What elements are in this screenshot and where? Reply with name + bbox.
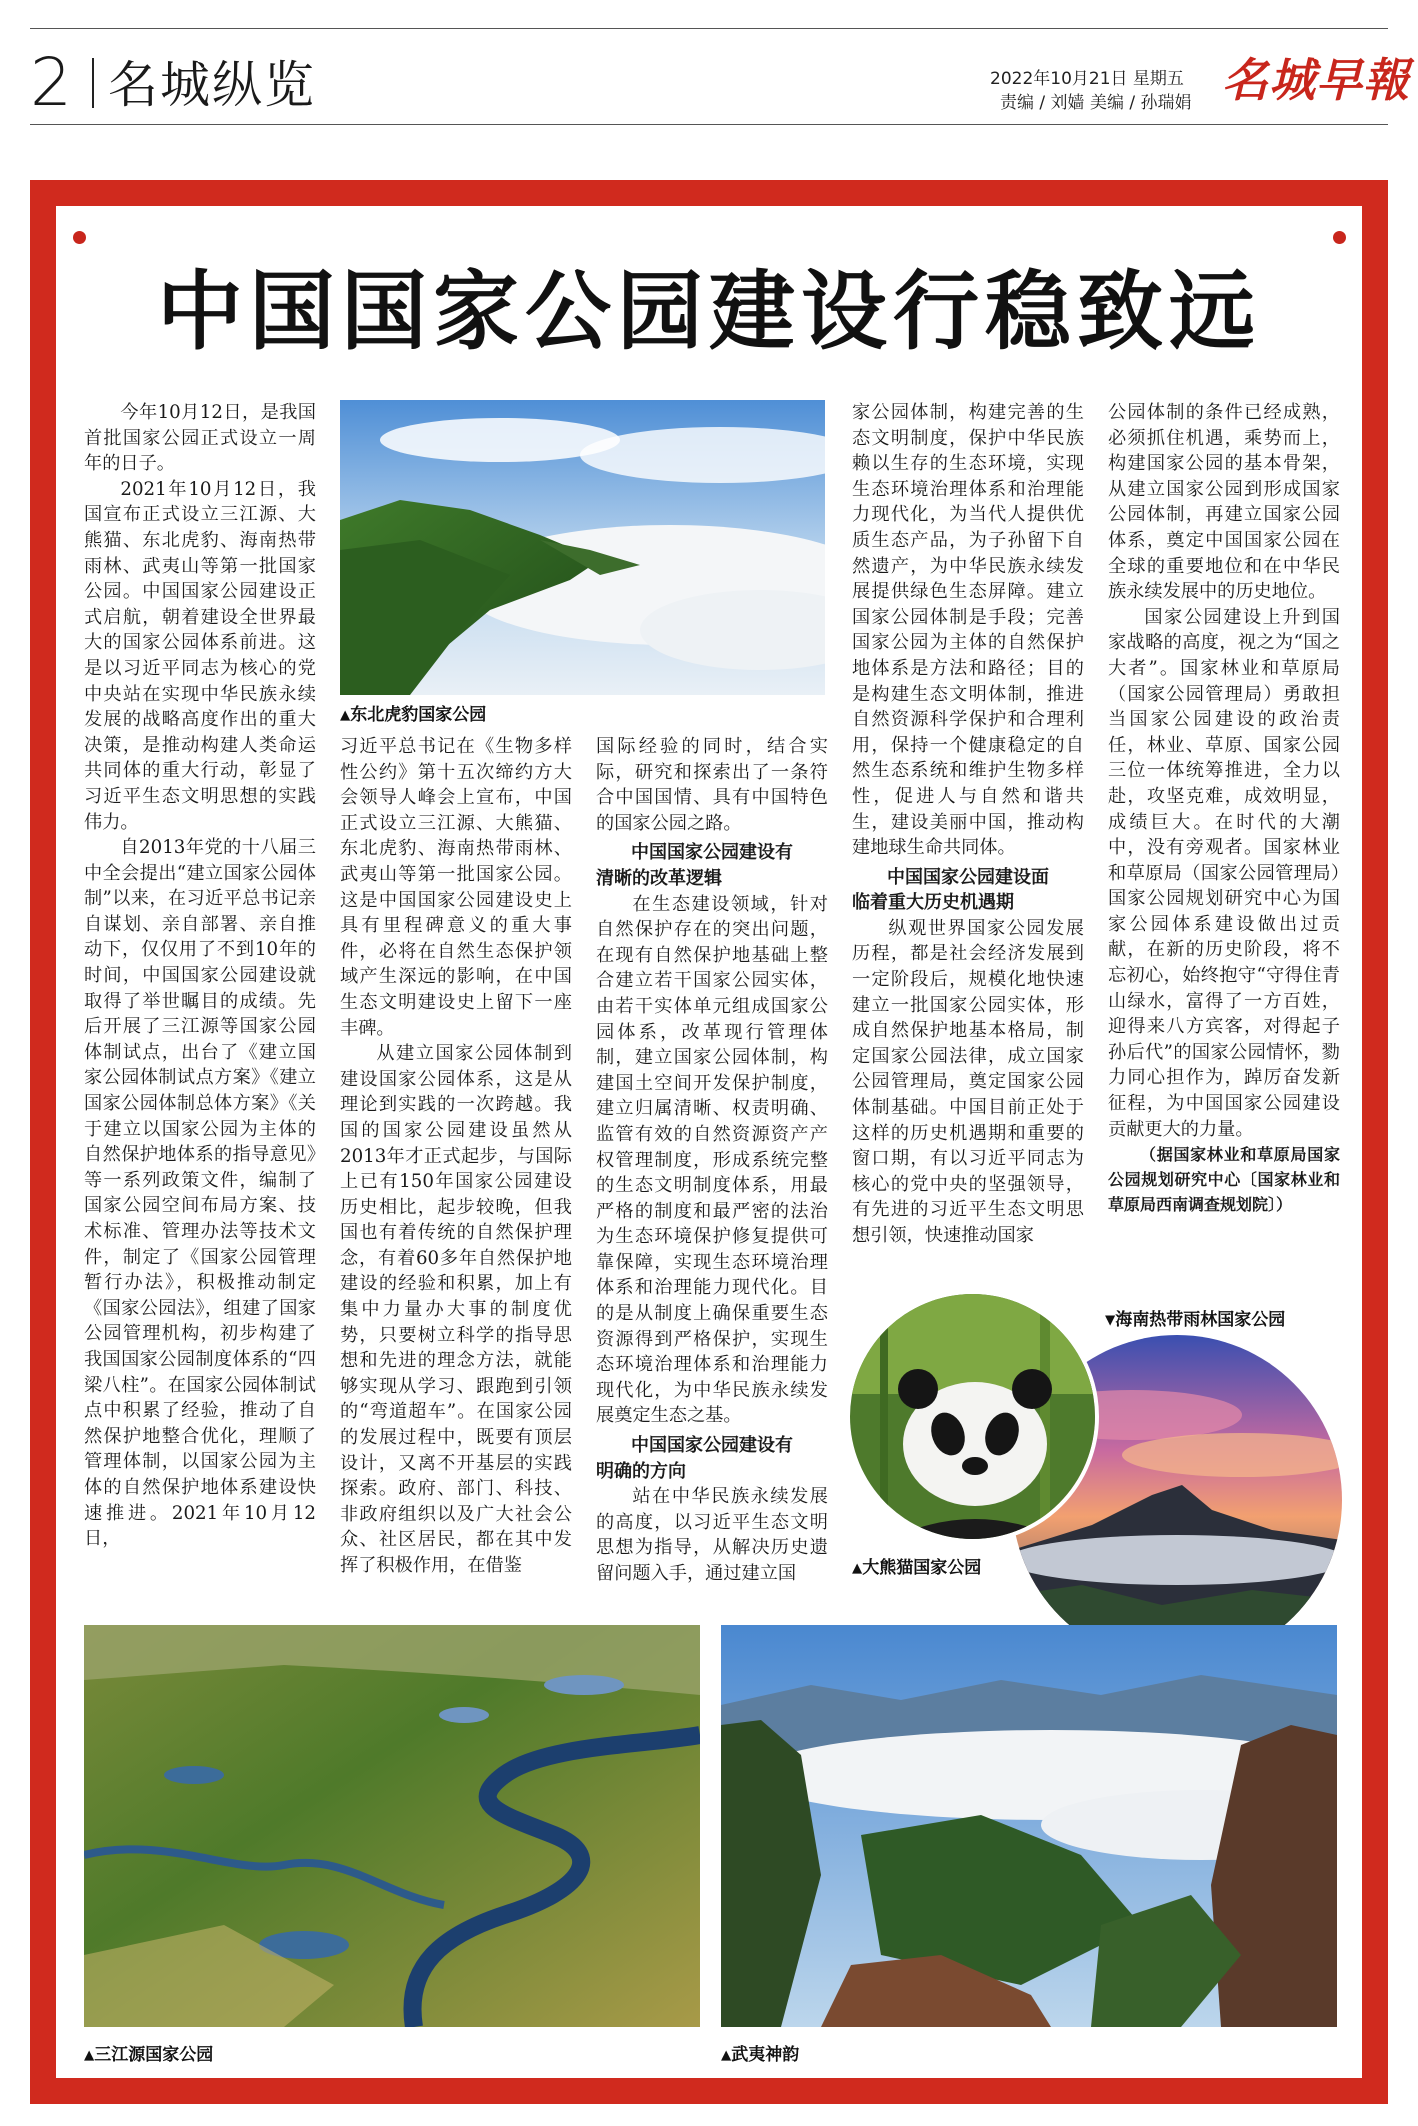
article-column-5 (1108, 400, 1340, 1217)
paragraph: 国家公园建设上升到国家战略的高度，视之为“国之大者”。国家林业和草原局（国家公园管理局）勇敢担当国家公园建设的政治责任，林业、草原、国家公园三位一体统筹推进，全力以赴，攻坚克难，成效明显，成绩巨大。在时代的大潮中，没有旁观者。国家林业和草原局（国家公园管理局）国家公园规划研究中心为国家公园体系建设做出过贡献，在新的历史阶段，将不忘初心，始终抱守“守得住青山绿水，富得了一方百姓，迎得来八方宾客，对得起子孙后代”的国家公园情怀，勠力同心担作为，踔厉奋发新征程，为中国国家公园建设贡献更大的力量。 (1108, 606, 1340, 1140)
caption-wuyi: ▲武夷神韵 (721, 2045, 800, 2065)
paragraph: 国际经验的同时，结合实际，研究和探索出了一条符合中国国情、具有中国特色的国家公园之路。 (596, 736, 828, 834)
caption-hainan: ▼海南热带雨林国家公园 (1105, 1310, 1286, 1330)
section-title: 名城纵览 (108, 56, 316, 114)
corner-dot-right (1333, 231, 1346, 244)
paragraph: 家公园体制，构建完善的生态文明制度，保护中华民族赖以生存的生态环境，实现生态环境治理体系和治理能力现代化，为当代人提供优质生态产品，为子孙留下自然遗产，为中华民族永续发展提供绿色生态屏障。建立国家公园体制是手段；完善国家公园为主体的自然保护地体系是方法和路径；目的是构建生态文明体制，推进自然资源科学保护和合理利用，保持一个健康稳定的自然生态系统和维护生物多样性，促进人与自然和谐共生，建设美丽中国，推动构建地球生命共同体。 (852, 402, 1084, 859)
header-divider (92, 58, 94, 108)
caption-panda: ▲大熊猫国家公园 (852, 1558, 982, 1578)
subheading-reform-logic: 中国国家公园建设有 清晰的改革逻辑 (596, 842, 793, 889)
article-column-1 (84, 400, 316, 1552)
top-rule (30, 28, 1388, 29)
paragraph: 习近平总书记在《生物多样性公约》第十五次缔约方大会领导人峰会上宣布，中国正式设立三江源、大熊猫、东北虎豹、海南热带雨林、武夷山等第一批国家公园。这是中国国家公园建设史上具有里程碑意义的重大事件，必将在自然生态保护领域产生深远的影响，在中国生态文明建设史上留下一座丰碑。 (340, 736, 572, 1039)
page-number: 2 (30, 44, 72, 121)
caption-sanjiangyuan: ▲三江源国家公园 (84, 2045, 214, 2065)
newspaper-logo: 名城早報 (1222, 53, 1410, 107)
paragraph: 在生态建设领域，针对自然保护存在的突出问题，在现有自然保护地基础上整合建立若干国家公园实体，由若干实体单元组成国家公园体系，改革现行管理体制，建立国家公园体制，构建国土空间开发保护制度，建立归属清晰、权责明确、监管有效的自然资源资产产权管理制度，形成系统完整的生态文明制度体系，用最严格的制度和最严密的法治为生态环境保护修复提供可靠保障，实现生态环境治理体系和治理能力现代化。目的是从制度上确保重要生态资源得到严格保护，实现生态环境治理体系和治理能力现代化，为中华民族永续发展奠定生态之基。 (596, 893, 828, 1427)
corner-dot-left (73, 231, 86, 244)
caption-tiger-leopard: ▲东北虎豹国家公园 (340, 705, 487, 725)
paragraph: 纵观世界国家公园发展历程，都是社会经济发展到一定阶段后，规模化地快速建立一批国家公园实体，形成自然保护地基本格局，制定国家公园法律，成立国家公园管理局，奠定国家公园体制基础。中国目前正处于这样的历史机遇期和重要的窗口期，有以习近平同志为核心的党中央的坚强领导，有先进的习近平生态文明思想引领，快速推动国家 (852, 917, 1084, 1246)
source-credit: （据国家林业和草原局国家公园规划研究中心〔国家林业和草原局西南调查规划院〕） (1108, 1145, 1340, 1215)
subheading-clear-direction: 中国国家公园建设有 明确的方向 (596, 1435, 793, 1482)
photo-wuyi-mountains (721, 1625, 1337, 2027)
paragraph: 站在中华民族永续发展的高度，以习近平生态文明思想为指导，从解决历史遗留问题入手，通过建立国 (596, 1486, 828, 1584)
photo-giant-panda-park (846, 1290, 1099, 1543)
paragraph: 今年10月12日，是我国首批国家公园正式设立一周年的日子。 (84, 402, 316, 475)
header-rule (30, 124, 1388, 125)
article-column-3 (596, 734, 828, 1587)
article-column-2 (340, 734, 572, 1579)
paragraph: 2021年10月12日，我国宣布正式设立三江源、大熊猫、东北虎豹、海南热带雨林、武夷山等第一批国家公园。中国国家公园建设正式启航，朝着建设全世界最大的国家公园体系前进。这是以习近平同志为核心的党中央站在实现中华民族永续发展的战略高度作出的重大决策，是推动构建人类命运共同体的重大行动，彰显了习近平生态文明思想的实践伟力。 (84, 478, 316, 833)
article-column-4 (852, 400, 1084, 1249)
paragraph: 公园体制的条件已经成熟，必须抓住机遇，乘势而上，构建国家公园的基本骨架，从建立国家公园到形成国家公园体制，再建立国家公园体系，奠定中国国家公园在全球的重要地位和在中华民族永续发展中的历史地位。 (1108, 402, 1340, 603)
subheading-historic-opportunity: 中国国家公园建设面 临着重大历史机遇期 (852, 866, 1049, 914)
headline: 中国国家公园建设行稳致远 (157, 262, 1261, 362)
paragraph: 自2013年党的十八届三中全会提出“建立国家公园体制”以来，在习近平总书记亲自谋划、亲自部署、亲自推动下，仅仅用了不到10年的时间，中国国家公园建设就取得了举世瞩目的成绩。先后开展了三江源等国家公园体制试点，出台了《建立国家公园体制试点方案》《建立国家公园体制总体方案》《关于建立以国家公园为主体的自然保护地体系的指导意见》等一系列政策文件，编制了国家公园空间布局方案、技术标准、管理办法等技术文件，制定了《国家公园管理暂行办法》，积极推动制定《国家公园法》，组建了国家公园管理机构，初步构建了我国国家公园制度体系的“四梁八柱”。在国家公园体制试点中积累了经验，推动了自然保护地整合优化，理顺了管理体制，以国家公园为主体的自然保护地体系建设快速推进。2021年10月12日， (84, 837, 316, 1550)
photo-tiger-leopard-park (340, 400, 825, 695)
editors-line: 责编 / 刘嫱 美编 / 孙瑞娟 (1000, 93, 1192, 113)
photo-sanjiangyuan-park (84, 1625, 700, 2027)
paragraph: 从建立国家公园体制到建设国家公园体系，这是从理论到实践的一次跨越。我国的国家公园建设虽然从2013年才正式起步，与国际上已有150年国家公园建设历史相比，起步较晚，但我国也有着传统的自然保护理念，有着60多年自然保护地建设的经验和积累，加上有集中力量办大事的制度优势，只要树立科学的指导思想和先进的理念方法，就能够实现从学习、跟跑到引领的“弯道超车”。在国家公园的发展过程中，既要有顶层设计，又离不开基层的实践探索。政府、部门、科技、非政府组织以及广大社会公众、社区居民，都在其中发挥了积极作用，在借鉴 (340, 1043, 572, 1576)
issue-date: 2022年10月21日 星期五 (990, 69, 1184, 89)
